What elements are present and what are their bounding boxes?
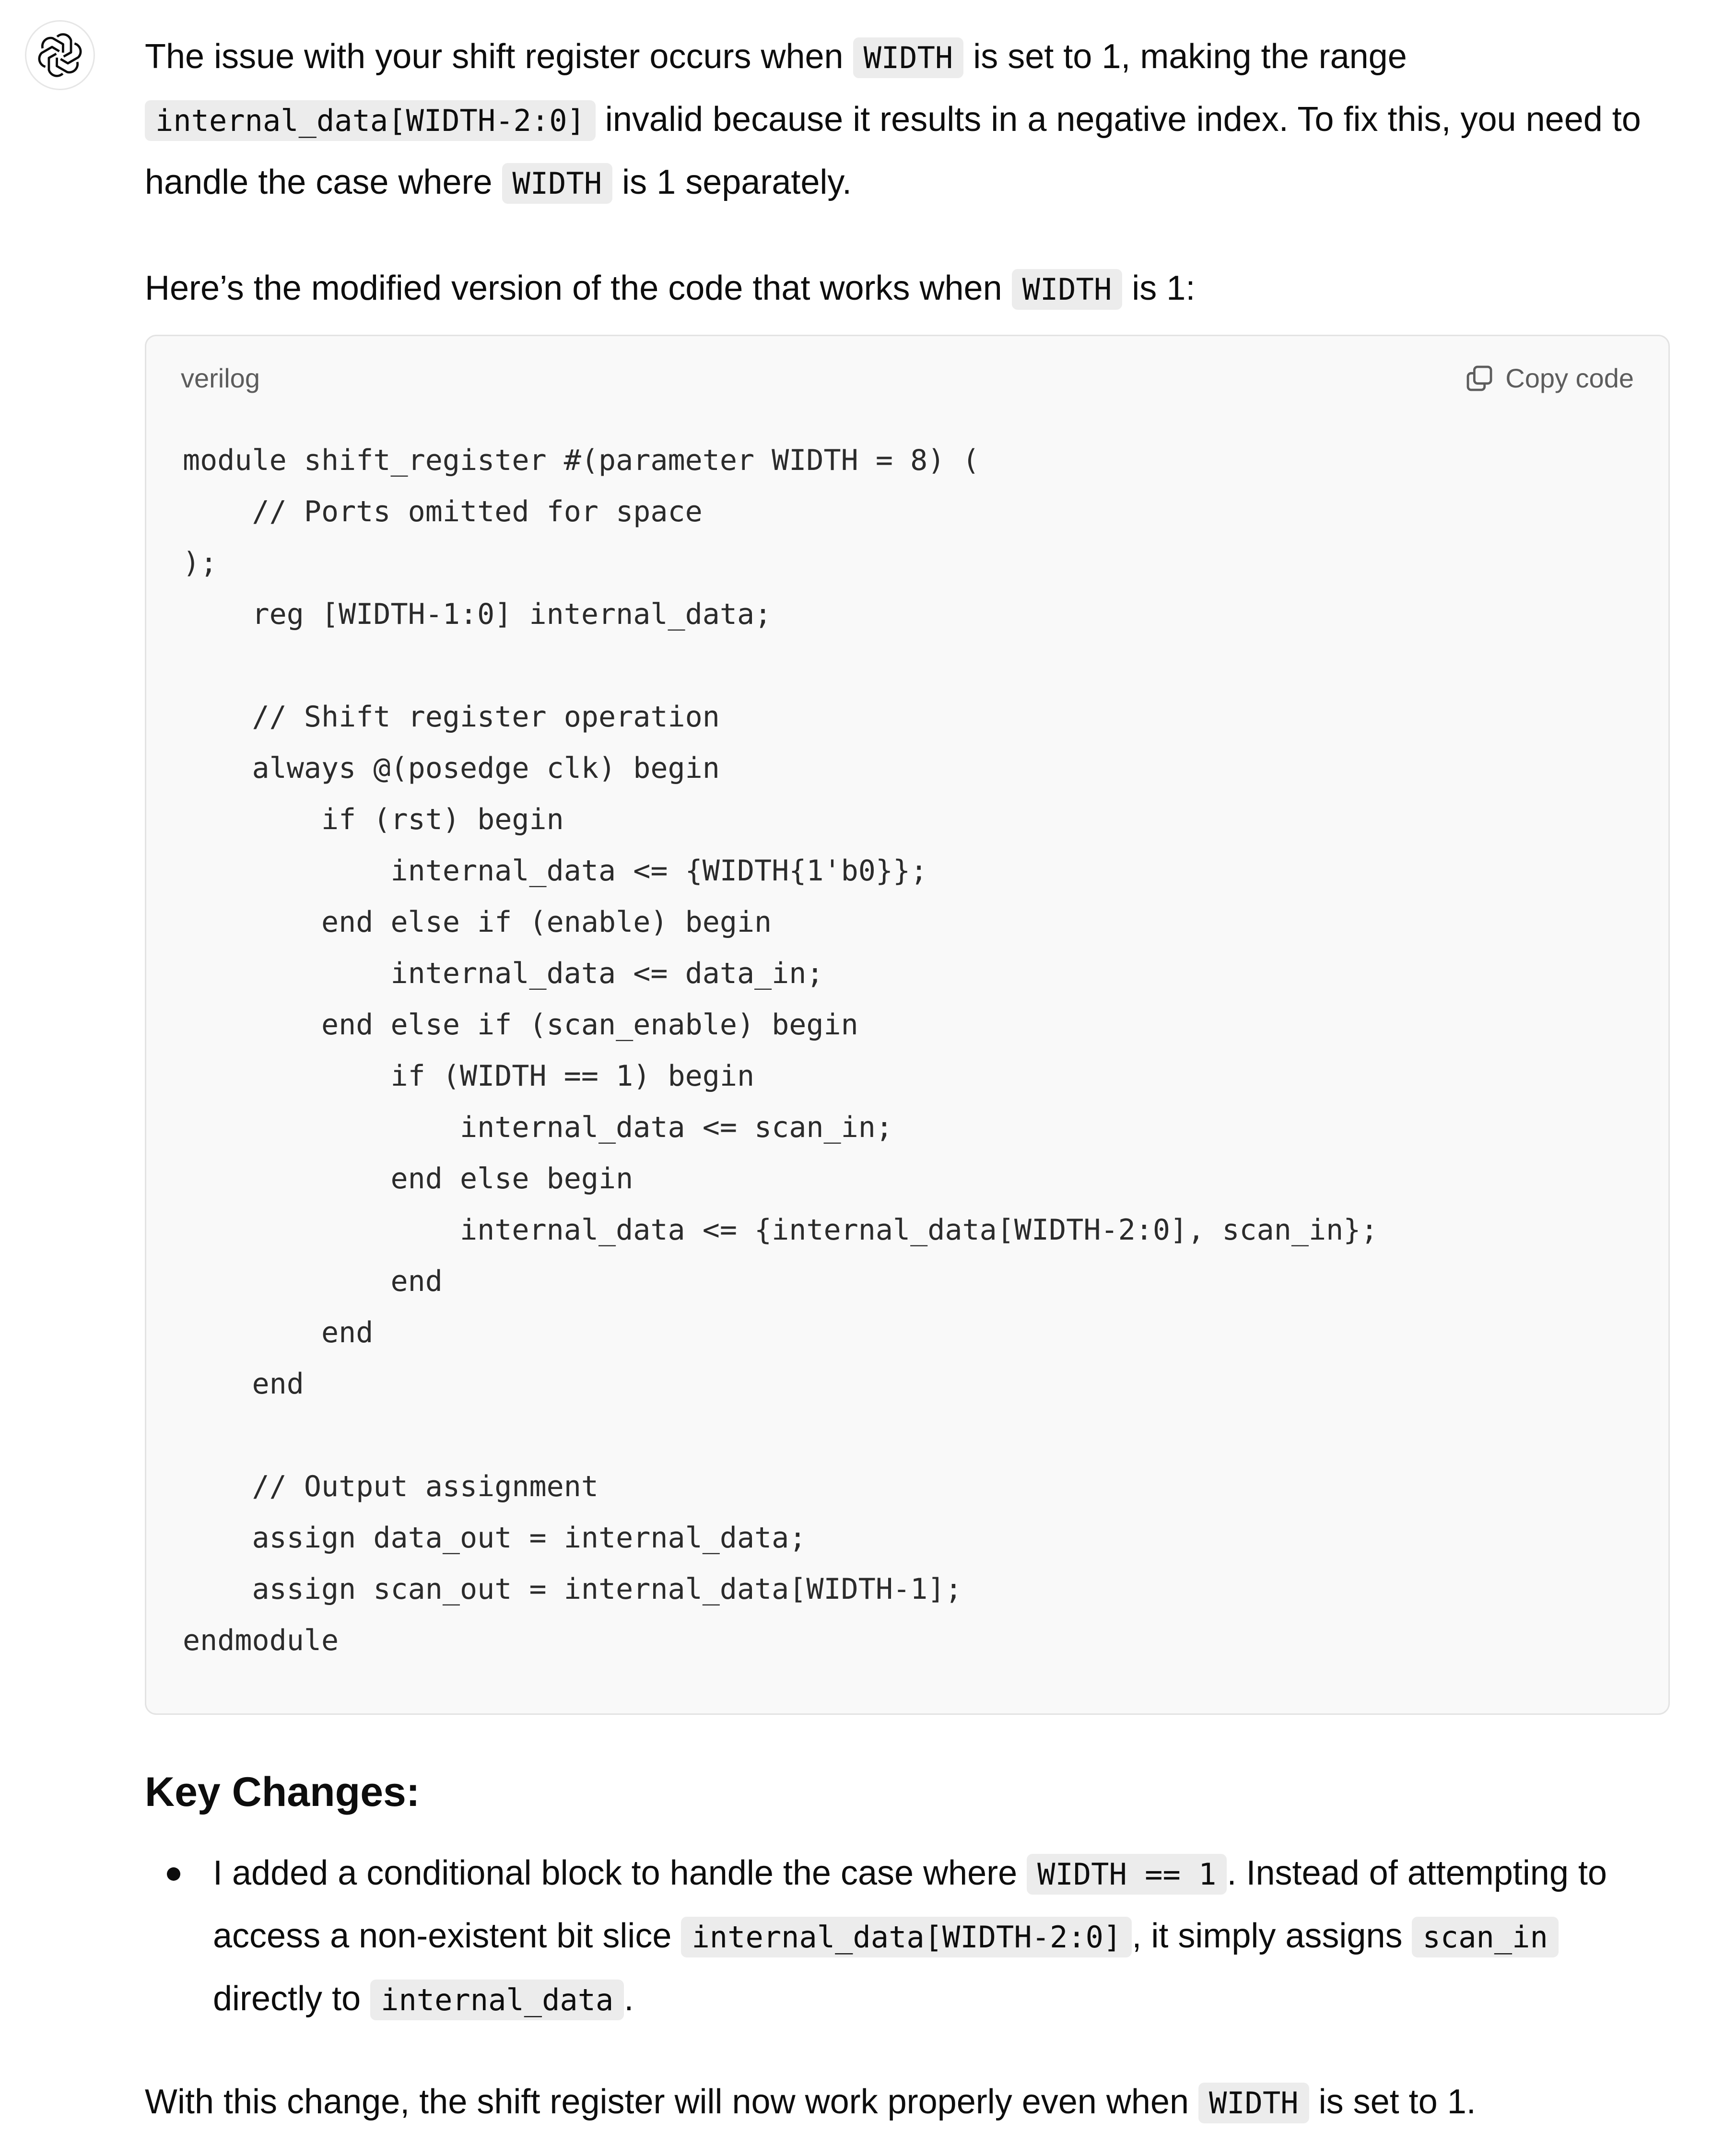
inline-code: WIDTH == 1	[1027, 1854, 1227, 1895]
key-changes-heading: Key Changes:	[145, 1769, 420, 1815]
key-changes-list	[145, 1842, 1670, 2031]
inline-code: WIDTH	[502, 163, 613, 204]
inline-code: WIDTH	[1012, 269, 1123, 310]
openai-logo-icon	[37, 32, 83, 78]
code-language-label: verilog	[181, 363, 260, 393]
assistant-message	[145, 26, 1670, 2134]
code-content[interactable]: module shift_register #(parameter WIDTH = 8) ( // Ports omitted for space ); reg [WIDTH-1:0] internal_data; // Shift register operation always @(posedge clk) begin if (rst) begin internal_data <= {WIDTH{1'b0}}; end else if (enable) begin internal_data <= data_in; end else if (scan_enable) begin if (WIDTH == 1) begin internal_data <= scan_in; end else begin internal_data <= {internal_data[WIDTH-2:0], scan_in}; end end end // Output assignment assign data_out = internal_data; assign scan_out = internal_data[WIDTH-1]; endmodule	[183, 444, 1378, 1657]
copy-code-label: Copy code	[1505, 363, 1634, 393]
intro-paragraph: The issue with your shift register occurs when WIDTH is set to 1, making the range internal_data[WIDTH-2:0] invalid because it results in a negative index. To fix this, you need to handle the case where WIDTH is 1 separately.	[145, 26, 1670, 214]
code-block-header	[146, 336, 1668, 421]
final-paragraph: With this change, the shift register will now work properly even when WIDTH is set to 1.	[145, 2071, 1670, 2134]
inline-code: scan_in	[1412, 1917, 1558, 1957]
inline-code: WIDTH	[1198, 2083, 1309, 2123]
code-block	[145, 335, 1670, 1715]
lead-paragraph: Here’s the modified version of the code that works when WIDTH is 1:	[145, 258, 1670, 320]
copy-icon	[1464, 363, 1495, 394]
list-item: I added a conditional block to handle the case where WIDTH == 1 . Instead of attempting to access a non-existent bit slice internal_data[WIDTH-2:0] , it simply assigns scan_in directly to internal_data .	[213, 1842, 1670, 2031]
inline-code: internal_data	[370, 1980, 624, 2020]
inline-code: internal_data[WIDTH-2:0]	[145, 100, 596, 141]
copy-code-button[interactable]	[1464, 348, 1634, 409]
assistant-avatar	[25, 20, 95, 90]
inline-code: WIDTH	[853, 37, 964, 78]
inline-code: internal_data[WIDTH-2:0]	[681, 1917, 1132, 1957]
